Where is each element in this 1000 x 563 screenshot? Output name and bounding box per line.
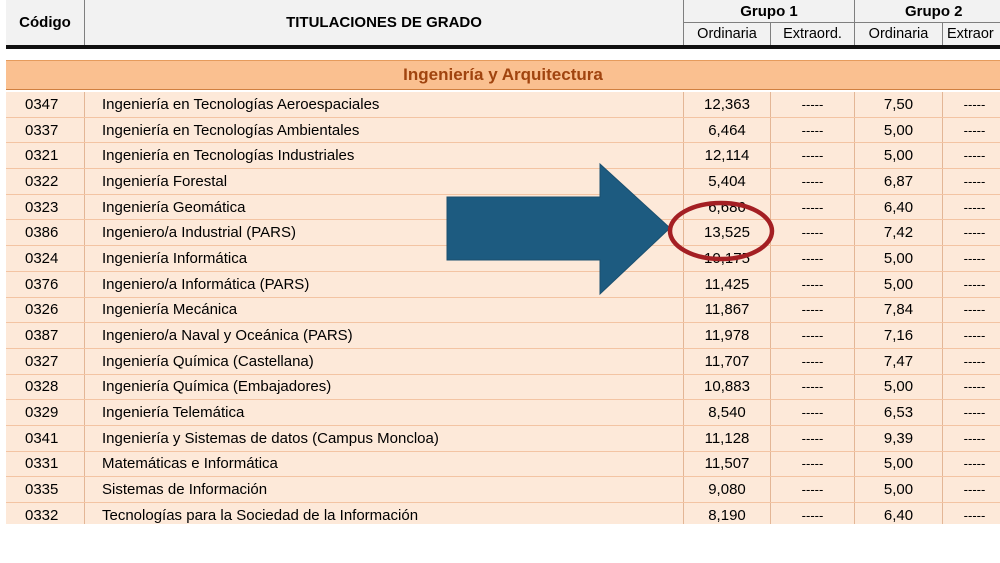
row-g1-ordinaria: 13,525: [684, 220, 771, 245]
table-row: [6, 272, 1000, 298]
row-g2-extraord: -----: [963, 148, 986, 164]
row-titulacion: Matemáticas e Informática: [85, 452, 684, 477]
row-g1-ordinaria: 8,190: [684, 503, 771, 524]
row-titulacion: Tecnologías para la Sociedad de la Información: [85, 503, 684, 524]
row-code: 0322: [6, 169, 85, 194]
row-titulacion: Ingeniero/a Naval y Oceánica (PARS): [85, 323, 684, 348]
row-code: 0335: [6, 477, 85, 502]
row-g1-extraord: -----: [771, 246, 855, 271]
row-code: 0326: [6, 298, 85, 323]
row-titulacion: Ingeniería Mecánica: [85, 298, 684, 323]
header-g1-extraord: [771, 22, 855, 45]
row-g2-ordinaria: 6,40: [855, 503, 943, 524]
header-g2-extraord-label: Extraor: [947, 26, 994, 42]
row-g2-extraord: -----: [963, 405, 986, 421]
table-row: [6, 246, 1000, 272]
row-g2-extraord: -----: [963, 507, 986, 523]
row-code: 0329: [6, 400, 85, 425]
row-g2-extraord: -----: [963, 328, 986, 344]
header-grupo1-label: Grupo 1: [740, 2, 798, 20]
header-g2-ordinaria-label: Ordinaria: [868, 26, 929, 42]
row-g1-extraord: -----: [771, 298, 855, 323]
row-titulacion: Ingeniería en Tecnologías Aeroespaciales: [85, 92, 684, 117]
row-g1-ordinaria: 8,540: [684, 400, 771, 425]
header-g1-ordinaria: [684, 22, 771, 45]
header-g2-extraord: [943, 22, 1000, 45]
table-row: [6, 375, 1000, 401]
table-row: [6, 220, 1000, 246]
row-g1-ordinaria: 12,114: [684, 143, 771, 168]
section-title: Ingeniería y Arquitectura: [403, 65, 603, 84]
row-g2-ordinaria: 5,00: [855, 375, 943, 400]
row-code: 0323: [6, 195, 85, 220]
row-g2-extraord: -----: [963, 250, 986, 266]
row-g2-ordinaria: 5,00: [855, 143, 943, 168]
row-code: 0386: [6, 220, 85, 245]
header-g1-extraord-label: Extraord.: [783, 26, 842, 42]
row-g2-ordinaria: 7,50: [855, 92, 943, 117]
row-g1-ordinaria: 6,686: [684, 195, 771, 220]
row-g1-extraord: -----: [771, 169, 855, 194]
row-g2-extraord: -----: [963, 276, 986, 292]
row-titulacion: Ingeniería en Tecnologías Industriales: [85, 143, 684, 168]
row-g1-extraord: -----: [771, 323, 855, 348]
row-titulacion: Ingeniero/a Industrial (PARS): [85, 220, 684, 245]
row-titulacion: Ingeniería Telemática: [85, 400, 684, 425]
row-g2-extraord: -----: [963, 199, 986, 215]
row-g1-ordinaria: 9,080: [684, 477, 771, 502]
table-row: [6, 92, 1000, 118]
row-g1-ordinaria: 11,867: [684, 298, 771, 323]
row-g2-extraord: -----: [963, 456, 986, 472]
row-g2-extraord: -----: [963, 430, 986, 446]
header-grupo2: [855, 0, 1000, 22]
row-g2-ordinaria: 6,40: [855, 195, 943, 220]
row-g2-ordinaria: 7,16: [855, 323, 943, 348]
section-band: [6, 60, 1000, 90]
row-g2-extraord: -----: [963, 379, 986, 395]
row-g2-ordinaria: 7,47: [855, 349, 943, 374]
row-code: 0347: [6, 92, 85, 117]
row-g1-extraord: -----: [771, 503, 855, 524]
header-grupo1: [684, 0, 855, 22]
row-titulacion: Ingeniero/a Informática (PARS): [85, 272, 684, 297]
table-row: [6, 400, 1000, 426]
row-code: 0321: [6, 143, 85, 168]
row-code: 0332: [6, 503, 85, 524]
row-g1-ordinaria: 11,507: [684, 452, 771, 477]
row-titulacion: Ingeniería Informática: [85, 246, 684, 271]
row-g1-extraord: -----: [771, 477, 855, 502]
table-row: [6, 503, 1000, 524]
row-g1-extraord: -----: [771, 195, 855, 220]
header-codigo-label: Código: [19, 14, 71, 31]
row-g1-ordinaria: 11,978: [684, 323, 771, 348]
table-row: [6, 452, 1000, 478]
row-code: 0341: [6, 426, 85, 451]
header-g2-ordinaria: [855, 22, 943, 45]
row-g2-extraord: -----: [963, 353, 986, 369]
row-titulacion: Sistemas de Información: [85, 477, 684, 502]
row-g1-extraord: -----: [771, 400, 855, 425]
row-g2-ordinaria: 6,53: [855, 400, 943, 425]
row-g2-ordinaria: 5,00: [855, 118, 943, 143]
header-g1-ordinaria-label: Ordinaria: [697, 26, 757, 42]
row-g2-ordinaria: 9,39: [855, 426, 943, 451]
row-g2-extraord: -----: [963, 482, 986, 498]
row-code: 0328: [6, 375, 85, 400]
row-titulacion: Ingeniería Forestal: [85, 169, 684, 194]
row-g2-extraord: -----: [963, 122, 986, 138]
row-g2-ordinaria: 6,87: [855, 169, 943, 194]
row-g2-ordinaria: 5,00: [855, 452, 943, 477]
table-body: [6, 92, 1000, 524]
row-g1-extraord: -----: [771, 92, 855, 117]
row-code: 0331: [6, 452, 85, 477]
row-code: 0337: [6, 118, 85, 143]
row-titulacion: Ingeniería Geomática: [85, 195, 684, 220]
header-titulaciones-label: TITULACIONES DE GRADO: [286, 14, 482, 31]
row-g1-ordinaria: 12,363: [684, 92, 771, 117]
table-row: [6, 143, 1000, 169]
row-g2-ordinaria: 5,00: [855, 477, 943, 502]
row-g1-ordinaria: 10,883: [684, 375, 771, 400]
row-g2-ordinaria: 5,00: [855, 272, 943, 297]
row-g1-ordinaria: 11,425: [684, 272, 771, 297]
row-g2-extraord: -----: [963, 225, 986, 241]
row-g1-extraord: -----: [771, 272, 855, 297]
row-titulacion: Ingeniería Química (Embajadores): [85, 375, 684, 400]
table-row: [6, 195, 1000, 221]
row-g2-extraord: -----: [963, 96, 986, 112]
row-code: 0327: [6, 349, 85, 374]
table-row: [6, 426, 1000, 452]
table-row: [6, 298, 1000, 324]
row-titulacion: Ingeniería Química (Castellana): [85, 349, 684, 374]
row-g1-ordinaria: 6,464: [684, 118, 771, 143]
row-g1-ordinaria: 11,707: [684, 349, 771, 374]
row-titulacion: Ingeniería en Tecnologías Ambientales: [85, 118, 684, 143]
row-g2-ordinaria: 7,84: [855, 298, 943, 323]
row-g1-extraord: -----: [771, 143, 855, 168]
header-codigo: [6, 0, 85, 45]
table-row: [6, 349, 1000, 375]
table-row: [6, 118, 1000, 144]
table-row: [6, 477, 1000, 503]
row-g2-ordinaria: 5,00: [855, 246, 943, 271]
row-g1-ordinaria: 5,404: [684, 169, 771, 194]
row-titulacion: Ingeniería y Sistemas de datos (Campus Moncloa): [85, 426, 684, 451]
row-g1-extraord: -----: [771, 118, 855, 143]
row-g1-extraord: -----: [771, 375, 855, 400]
row-g2-extraord: -----: [963, 173, 986, 189]
row-g1-extraord: -----: [771, 220, 855, 245]
row-g1-ordinaria: 10,175: [684, 246, 771, 271]
header-titulaciones: [85, 0, 684, 45]
header-divider: [6, 45, 1000, 49]
row-g1-extraord: -----: [771, 426, 855, 451]
row-code: 0324: [6, 246, 85, 271]
row-code: 0387: [6, 323, 85, 348]
row-g1-ordinaria: 11,128: [684, 426, 771, 451]
header-grupo2-label: Grupo 2: [905, 2, 963, 20]
row-g2-extraord: -----: [963, 302, 986, 318]
row-g1-extraord: -----: [771, 452, 855, 477]
row-g2-ordinaria: 7,42: [855, 220, 943, 245]
row-code: 0376: [6, 272, 85, 297]
table-row: [6, 169, 1000, 195]
table-row: [6, 323, 1000, 349]
row-g1-extraord: -----: [771, 349, 855, 374]
